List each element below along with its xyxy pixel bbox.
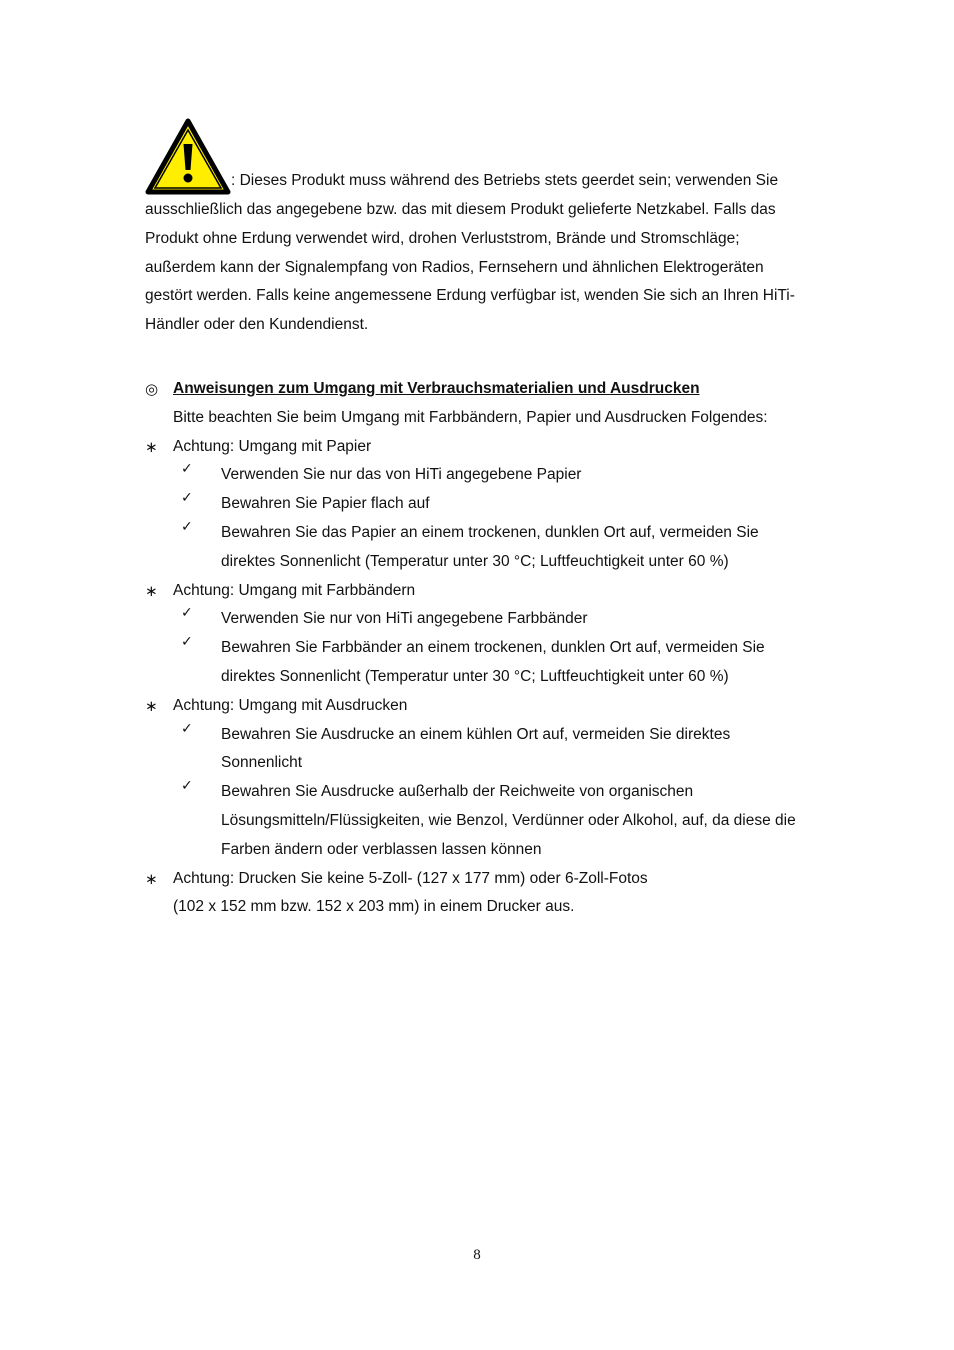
checkmark-icon: ✓ (181, 720, 193, 737)
group-heading-paper: ∗ Achtung: Umgang mit Papier (145, 433, 805, 462)
checkmark-icon: ✓ (181, 461, 193, 478)
checkmark-icon: ✓ (181, 634, 193, 651)
list-item: ✓ Bewahren Sie Ausdrucke außerhalb der Reichweite von organischen Lösungsmitteln/Flüssigkeiten, wie Benzol, Verdünner oder Alkohol, auf, da diese die Farben ändern oder verblassen lassen können (181, 778, 796, 858)
list-item: ✓ Bewahren Sie Papier flach auf (181, 490, 430, 513)
group-heading-ribbons: ∗ Achtung: Umgang mit Farbbändern (145, 577, 805, 606)
warning-text: : Dieses Produkt muss während des Betriebs stets geerdet sein; verwenden Sie ausschließlich das angegebene bzw. das mit diesem Produkt gelieferte Netzkabel. Falls das Produkt ohne Erdung verwendet wird, drohen Verluststrom, Brände und Stromschläge; außerdem kann der Signalempfang von Radios, Fernsehern und ähnlichen Elektrogeräten gestört werden. Falls keine angemessene Erdung verfügbar ist, wenden Sie sich an Ihren HiTi-Händler oder den Kundendienst. (145, 172, 795, 334)
page-number: 8 (473, 1247, 481, 1263)
asterisk-icon: ∗ (145, 437, 158, 456)
final-note-continuation: (102 x 152 mm bzw. 152 x 203 mm) in einem Drucker aus. (173, 898, 575, 916)
checkmark-icon: ✓ (181, 605, 193, 622)
checkmark-icon: ✓ (181, 490, 193, 507)
consumables-section (145, 375, 805, 922)
asterisk-icon: ∗ (145, 696, 158, 715)
section-heading (145, 375, 805, 404)
section-title: Anweisungen zum Umgang mit Verbrauchsmaterialien und Ausdrucken (173, 380, 700, 397)
list-item: ✓ Bewahren Sie Farbbänder an einem trockenen, dunklen Ort auf, vermeiden Sie direktes Sonnenlicht (Temperatur unter 30 °C; Luftfeuchtigkeit unter 60 %) (181, 634, 765, 685)
list-item: ✓ Bewahren Sie Ausdrucke an einem kühlen Ort auf, vermeiden Sie direktes Sonnenlicht (181, 720, 731, 772)
final-note: ∗ Achtung: Drucken Sie keine 5-Zoll- (127 x 177 mm) oder 6-Zoll-Fotos (145, 865, 805, 894)
section-intro: Bitte beachten Sie beim Umgang mit Farbbändern, Papier und Ausdrucken Folgendes: (173, 408, 768, 426)
asterisk-icon: ∗ (145, 869, 158, 888)
list-item: ✓ Verwenden Sie nur das von HiTi angegebene Papier (181, 461, 582, 484)
checkmark-icon: ✓ (181, 778, 193, 795)
asterisk-icon: ∗ (145, 581, 158, 600)
list-item: ✓ Verwenden Sie nur von HiTi angegebene Farbbänder (181, 605, 588, 628)
list-item: ✓ Bewahren Sie das Papier an einem trockenen, dunklen Ort auf, vermeiden Sie direktes Sonnenlicht (Temperatur unter 30 °C; Luftfeuchtigkeit unter 60 %) (181, 518, 759, 570)
group-heading-prints: ∗ Achtung: Umgang mit Ausdrucken (145, 692, 805, 721)
double-circle-icon: ◎ (145, 380, 159, 398)
grounding-warning (145, 118, 805, 340)
warning-triangle-icon (145, 118, 231, 196)
checkmark-icon: ✓ (181, 518, 193, 535)
